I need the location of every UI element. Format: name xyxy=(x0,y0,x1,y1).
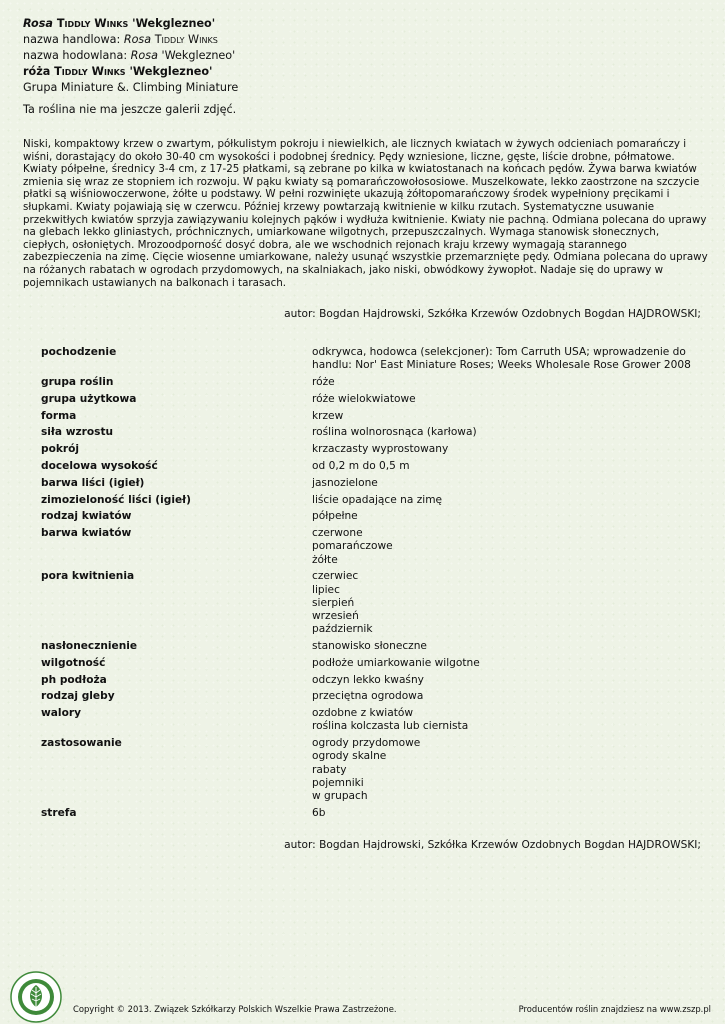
attribute-label: pochodzenie xyxy=(41,346,117,358)
breeder-name-value: 'Wekglezneo' xyxy=(161,49,236,62)
attribute-label: barwa kwiatów xyxy=(41,527,132,540)
logo-icon xyxy=(10,971,62,1023)
attribute-row xyxy=(41,674,701,687)
attribute-values xyxy=(312,346,701,372)
attribute-label: siła wzrostu xyxy=(41,426,114,439)
trade-name xyxy=(23,32,713,48)
attribute-values xyxy=(312,570,701,636)
attribute-row xyxy=(41,510,701,523)
attribute-label: docelowa wysokość xyxy=(41,459,158,472)
attribute-values xyxy=(312,494,701,507)
attribute-row xyxy=(41,527,701,567)
attribute-values xyxy=(312,376,701,389)
attribute-values xyxy=(312,674,701,687)
attribute-label: nasłonecznienie xyxy=(41,639,138,652)
attribute-value: ogrody przydomowe xyxy=(312,737,421,750)
attribute-label: barwa liści (igieł) xyxy=(41,476,145,489)
attribute-values xyxy=(312,510,701,523)
attribute-label: grupa użytkowa xyxy=(41,392,137,405)
attribute-value: żółte xyxy=(312,553,338,566)
attribute-value: od 0,2 m do 0,5 m xyxy=(312,459,410,472)
attribute-values xyxy=(312,426,701,439)
attribute-row xyxy=(41,494,701,507)
attribute-row xyxy=(41,640,701,653)
attribute-value: stanowisko słoneczne xyxy=(312,639,427,652)
polish-name-cultivar: Tiddly Winks xyxy=(54,65,126,78)
attribute-label: strefa xyxy=(41,806,77,819)
attribute-value: lipiec xyxy=(312,583,340,596)
attribute-row xyxy=(41,376,701,389)
attribute-label: pokrój xyxy=(41,443,80,456)
attribute-row xyxy=(41,460,701,473)
attribute-row xyxy=(41,707,701,733)
attribute-value: przeciętna ogrodowa xyxy=(312,690,424,703)
attribute-value: krzaczasty wyprostowany xyxy=(312,443,449,456)
attribute-value: krzew xyxy=(312,409,344,422)
author-credit-bottom: autor: Bogdan Hajdrowski, Szkółka Krzewów Ozdobnych Bogdan HAJDROWSKI; xyxy=(284,839,701,851)
title-code: 'Wekglezneo' xyxy=(132,17,216,30)
attribute-label: zimozieloność liści (igieł) xyxy=(41,493,191,506)
trade-name-genus: Rosa xyxy=(123,33,152,46)
attribute-label: rodzaj gleby xyxy=(41,690,115,703)
attribute-label: ph podłoża xyxy=(41,673,107,686)
attribute-value: roślina kolczasta lub ciernista xyxy=(312,720,469,733)
attribute-value: półpełne xyxy=(312,510,358,523)
attribute-values xyxy=(312,640,701,653)
attribute-value: ozdobne z kwiatów xyxy=(312,707,414,720)
trade-name-value: Tiddly Winks xyxy=(154,33,218,46)
trade-name-prefix: nazwa handlowa: xyxy=(23,33,121,46)
attribute-label: forma xyxy=(41,409,77,422)
footer-producers-link[interactable]: Producentów roślin znajdziesz na www.zszp.pl xyxy=(518,1004,711,1014)
polish-name-code: 'Wekglezneo' xyxy=(129,65,213,78)
attribute-value: pomarańczowe xyxy=(312,540,393,553)
breeder-name-genus: Rosa xyxy=(130,49,158,62)
attribute-value: roślina wolnorosnąca (karłowa) xyxy=(312,426,477,439)
attribute-values xyxy=(312,393,701,406)
author-credit-top: autor: Bogdan Hajdrowski, Szkółka Krzewów Ozdobnych Bogdan HAJDROWSKI; xyxy=(284,308,701,320)
breeder-name-prefix: nazwa hodowlana: xyxy=(23,49,128,62)
attribute-label: walory xyxy=(41,707,81,720)
attribute-value: październik xyxy=(312,623,373,636)
no-gallery-note: Ta roślina nie ma jeszcze galerii zdjęć. xyxy=(23,103,237,116)
attribute-value: jasnozielone xyxy=(312,476,378,489)
attribute-value: w grupach xyxy=(312,789,368,802)
attribute-value: czerwone xyxy=(312,527,363,540)
breeder-name xyxy=(23,48,713,64)
attribute-row xyxy=(41,426,701,439)
footer-copyright: Copyright © 2013. Związek Szkółkarzy Polskich Wszelkie Prawa Zastrzeżone. xyxy=(73,1004,397,1014)
attribute-value: ogrody skalne xyxy=(312,750,387,763)
attribute-row xyxy=(41,393,701,406)
page-footer xyxy=(0,968,725,1024)
attribute-value: pojemniki xyxy=(312,776,364,789)
attribute-value: wrzesień xyxy=(312,609,359,622)
plant-group: Grupa Miniature &. Climbing Miniature xyxy=(23,81,239,94)
polish-name-prefix: róża xyxy=(23,65,51,78)
attribute-label: pora kwitnienia xyxy=(41,570,135,583)
attribute-value: odkrywca, hodowca (selekcjoner): Tom Carruth USA; wprowadzenie do handlu: Nor' East Miniature Roses; Weeks Wholesale Rose Grower 2008 xyxy=(312,346,691,372)
attribute-values xyxy=(312,737,701,803)
attributes-table xyxy=(41,346,701,824)
attribute-values xyxy=(312,807,701,820)
title-genus: Rosa xyxy=(23,17,53,30)
attribute-value: rabaty xyxy=(312,763,347,776)
attribute-value: liście opadające na zimę xyxy=(312,493,443,506)
attribute-label: grupa roślin xyxy=(41,376,114,388)
attribute-row xyxy=(41,477,701,490)
attribute-row xyxy=(41,737,701,803)
plant-header xyxy=(23,16,713,118)
attribute-value: podłoże umiarkowanie wilgotne xyxy=(312,656,480,669)
attribute-row xyxy=(41,690,701,703)
attribute-row xyxy=(41,410,701,423)
attribute-values xyxy=(312,443,701,456)
attribute-value: czerwiec xyxy=(312,570,359,583)
attribute-value: 6b xyxy=(312,806,326,819)
attribute-row xyxy=(41,657,701,670)
attribute-row xyxy=(41,570,701,636)
attribute-value: sierpień xyxy=(312,596,355,609)
attribute-value: odczyn lekko kwaśny xyxy=(312,673,424,686)
attribute-value: róże xyxy=(312,376,335,388)
attribute-values xyxy=(312,477,701,490)
title-cultivar: Tiddly Winks xyxy=(56,17,129,30)
attribute-row xyxy=(41,443,701,456)
attribute-value: róże wielokwiatowe xyxy=(312,392,416,405)
attribute-label: rodzaj kwiatów xyxy=(41,510,132,523)
attribute-values xyxy=(312,657,701,670)
attribute-values xyxy=(312,707,701,733)
attribute-label: zastosowanie xyxy=(41,737,122,750)
polish-name xyxy=(23,64,713,80)
attribute-label: wilgotność xyxy=(41,656,106,669)
attribute-values xyxy=(312,460,701,473)
attribute-values xyxy=(312,527,701,567)
attribute-row xyxy=(41,807,701,820)
attribute-values xyxy=(312,690,701,703)
plant-title xyxy=(23,16,713,32)
attribute-values xyxy=(312,410,701,423)
attribute-row xyxy=(41,346,701,372)
plant-description: Niski, kompaktowy krzew o zwartym, półkulistym pokroju i niewielkich, ale licznych kwiatach w żywych odcieniach pomarańczy i wiśni, dorastający do około 30-40 cm wysokości i podobnej średnicy. Pędy wzniesione, liczne, gęste, liście drobne, półmatowe. Kwiaty półpełne, średnicy 3-4 cm, z 17-25 płatkami, są zebrane po kilka w kwiatostanach na końcach pędów. Żywa barwa kwiatów zmienia się wraz ze stopniem ich rozwoju. W pąku kwiaty są pomarańczowołososiowe. Muszelkowate, lekko zaostrzone na szczycie płatki są wiśniowoczerwone, żółte u podstawy. W pełni rozwinięte ukazują żółtopomarańczowy środek wypełniony pręcikami i słupkami. Kwiaty pojawiają się w czerwcu. Później krzewy powtarzają kwitnienie w kilku rzutach. Systematyczne usuwanie przekwitłych kwiatów sprzyja zawiązywaniu kolejnych pąków i wydłuża kwitnienie. Kwiaty nie pachną. Odmiana polecana do uprawy na glebach lekko gliniastych, próchnicznych, umiarkowane wilgotnych, przepuszczalnych. Wymaga stanowisk słonecznych, ciepłych, osłoniętych. Mrozoodporność dosyć dobra, ale we wschodnich rejonach kraju krzewy wymagają starannego zabezpieczenia na zimę. Cięcie wiosenne umiarkowane, należy usunąć wszystkie przemarznięte pędy. Odmiana polecana do uprawy na różanych rabatach w ogrodach przydomowych, na skalniakach, jako niski, obwódkowy żywopłot. Nadaje się do uprawy w pojemnikach ustawianych na balkonach i tarasach. xyxy=(23,138,708,289)
